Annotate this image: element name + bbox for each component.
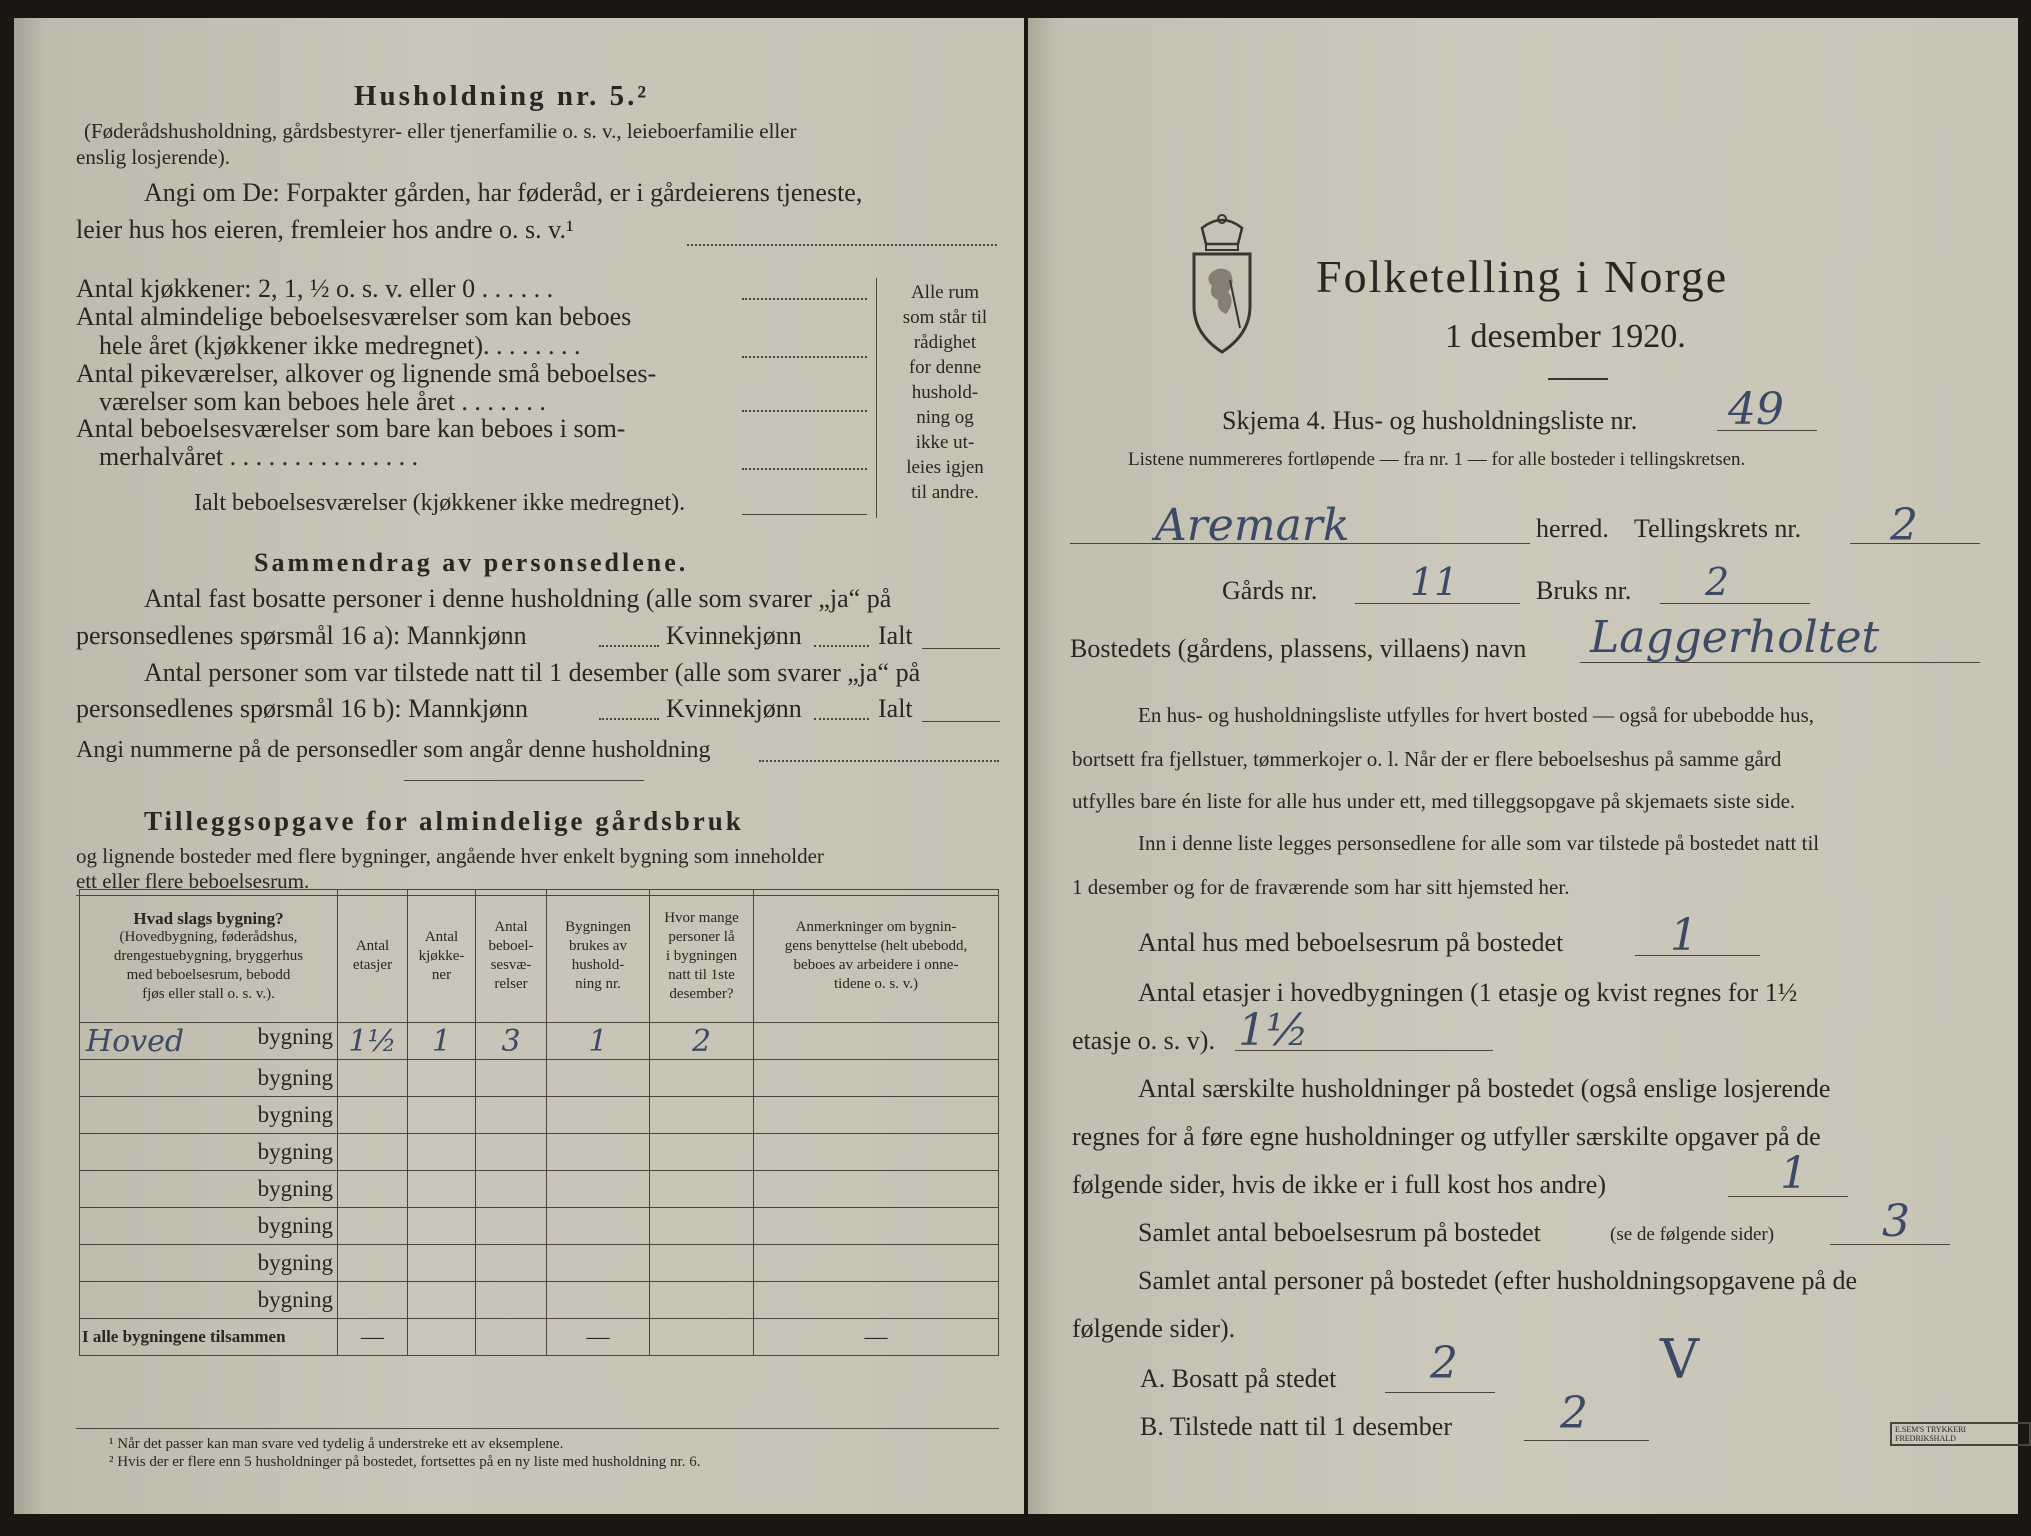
extra-intro: og lignende bosteder med flere bygninger, angående hver enkelt bygning som inneholder: [76, 844, 824, 868]
building-suffix: bygning: [257, 1023, 333, 1049]
header-building-type: Hvad slags bygning? (Hovedbygning, føderådshus, drengestuebygning, bryggerhus med beboelsesrum, bebodd fjøs eller stall o. s. v.).: [80, 890, 338, 1023]
total-persons: [650, 1319, 754, 1356]
cell-persons[interactable]: [650, 1282, 754, 1319]
table-header-row: [80, 890, 999, 1023]
table-row: [80, 1282, 999, 1319]
herred-value: Aremark: [1155, 500, 1350, 551]
cell-household[interactable]: [547, 1282, 650, 1319]
rooms-total-label: Samlet antal beboelsesrum på bostedet: [1138, 1218, 1541, 1247]
ordinary-rooms-label-2: hele året (kjøkkener ikke medregnet). . . . . . . .: [99, 331, 581, 360]
maid-rooms-field[interactable]: [742, 410, 867, 412]
present-total-field[interactable]: [922, 721, 1000, 722]
building-suffix: bygning: [257, 1102, 333, 1127]
resident-total-field[interactable]: [922, 648, 1000, 649]
rooms-total-value: 3: [1882, 1196, 1910, 1247]
cell-kitchens[interactable]: [408, 1134, 476, 1171]
cell-household[interactable]: [547, 1134, 650, 1171]
building-type-cell[interactable]: [80, 1060, 338, 1097]
cell-kitchens[interactable]: 1: [408, 1023, 476, 1060]
cell-floors[interactable]: [338, 1134, 408, 1171]
cell-notes[interactable]: [754, 1023, 999, 1060]
cell-kitchens[interactable]: [408, 1060, 476, 1097]
gards-value: 11: [1410, 560, 1459, 604]
cell-kitchens[interactable]: [408, 1282, 476, 1319]
cell-floors[interactable]: [338, 1245, 408, 1282]
bruks-field[interactable]: [1660, 603, 1810, 604]
cell-kitchens[interactable]: [408, 1171, 476, 1208]
cell-persons[interactable]: [650, 1208, 754, 1245]
cell-notes[interactable]: [754, 1060, 999, 1097]
cell-floors[interactable]: [338, 1282, 408, 1319]
cell-notes[interactable]: [754, 1097, 999, 1134]
building-type-cell[interactable]: [80, 1097, 338, 1134]
bracket-line: [876, 278, 878, 518]
present-field[interactable]: [1524, 1440, 1649, 1441]
building-suffix: bygning: [257, 1139, 333, 1164]
cell-rooms[interactable]: [476, 1134, 547, 1171]
cell-household[interactable]: [547, 1171, 650, 1208]
persons-total-label-2: følgende sider).: [1072, 1314, 1236, 1343]
floors-label: Antal etasjer i hovedbygningen (1 etasje og kvist regnes for 1½: [1138, 978, 1798, 1007]
header-kitchens: Antal kjøkke- ner: [408, 890, 476, 1023]
summer-rooms-field[interactable]: [742, 468, 867, 470]
cell-floors[interactable]: 1½: [338, 1023, 408, 1060]
table-row: [80, 1171, 999, 1208]
total-floors: —: [338, 1319, 408, 1356]
maid-rooms-label-2: værelser som kan beboes hele året . . . . . . .: [99, 387, 546, 416]
household-title: Husholdning nr. 5.²: [354, 80, 650, 112]
building-suffix: bygning: [257, 1176, 333, 1201]
cell-rooms[interactable]: [476, 1097, 547, 1134]
cell-rooms[interactable]: [476, 1282, 547, 1319]
herred-label: herred.: [1536, 514, 1609, 543]
households-label: Antal særskilte husholdninger på bostedet (også enslige losjerende: [1138, 1074, 1831, 1103]
household-intro: (Føderådshusholdning, gårdsbestyrer- eller tjenerfamilie o. s. v., leieboerfamilie eller: [84, 119, 797, 143]
extra-title: Tilleggsopgave for almindelige gårdsbruk: [144, 806, 744, 836]
total-household: —: [547, 1319, 650, 1356]
kitchens-label: Antal kjøkkener: 2, 1, ½ o. s. v. eller 0 . . . . . .: [76, 274, 554, 303]
slip-numbers-underline: [404, 780, 644, 781]
table-row: [80, 1208, 999, 1245]
households-label-2: regnes for å føre egne husholdninger og utfyller særskilte opgaver på de: [1072, 1122, 1821, 1151]
bosted-label: Bostedets (gårdens, plassens, villaens) navn: [1070, 634, 1527, 663]
cell-kitchens[interactable]: [408, 1097, 476, 1134]
cell-notes[interactable]: [754, 1171, 999, 1208]
cell-rooms[interactable]: [476, 1208, 547, 1245]
cell-household[interactable]: [547, 1097, 650, 1134]
houses-label: Antal hus med beboelsesrum på bostedet: [1138, 928, 1564, 957]
table-row: [80, 1245, 999, 1282]
total-notes: —: [754, 1319, 999, 1356]
bracket-note: Alle rum som står til rådighet for denne hushold- ning og ikke ut- leies igjen til andre.: [902, 282, 988, 503]
cell-rooms[interactable]: [476, 1245, 547, 1282]
instruction-5: 1 desember og for de fraværende som har sitt hjemsted her.: [1072, 875, 1570, 899]
page-shadow-right: [1028, 18, 1058, 1514]
building-suffix: bygning: [257, 1250, 333, 1275]
resident-male-field[interactable]: [599, 645, 659, 647]
instruction-1: En hus- og husholdningsliste utfylles for hvert bosted — også for ubebodde hus,: [1138, 703, 1814, 727]
header-household: Bygningen brukes av hushold- ning nr.: [547, 890, 650, 1023]
total-rooms-label: Ialt beboelsesværelser (kjøkkener ikke medregnet).: [194, 490, 686, 516]
page-shadow: [14, 18, 44, 1514]
building-type-value: Hoved: [86, 1023, 185, 1059]
bruks-label: Bruks nr.: [1536, 576, 1632, 605]
building-type-cell[interactable]: [80, 1245, 338, 1282]
extra-intro-2: ett eller flere beboelsesrum.: [76, 869, 310, 893]
cell-notes[interactable]: [754, 1282, 999, 1319]
building-type-cell[interactable]: [80, 1134, 338, 1171]
resident-value: 2: [1430, 1338, 1458, 1389]
resident-persons-label: Antal fast bosatte personer i denne husholdning (alle som svarer „ja“ på: [144, 584, 892, 613]
present-total-label: Ialt: [878, 694, 913, 723]
cell-persons[interactable]: [650, 1097, 754, 1134]
table-row: [80, 1060, 999, 1097]
table-total-row: [80, 1319, 999, 1356]
bosted-value: Laggerholtet: [1590, 612, 1880, 663]
footnote-rule: [76, 1428, 999, 1429]
schema-no-value: 49: [1728, 384, 1784, 435]
total-kitchens: [408, 1319, 476, 1356]
present-female-field[interactable]: [814, 718, 869, 720]
cell-floors[interactable]: [338, 1097, 408, 1134]
printer-stamp: E.SEM'S TRYKKERI FREDRIKSHALD: [1890, 1422, 2031, 1446]
resident-male-label: personsedlenes spørsmål 16 a): Mannkjønn: [76, 621, 527, 650]
present-value: 2: [1560, 1388, 1588, 1439]
slip-numbers-field[interactable]: [759, 760, 999, 762]
cell-rooms[interactable]: 3: [476, 1023, 547, 1060]
persons-total-label: Samlet antal personer på bostedet (efter husholdningsopgavene på de: [1138, 1266, 1858, 1295]
cell-notes[interactable]: [754, 1134, 999, 1171]
building-type-cell[interactable]: [80, 1208, 338, 1245]
households-label-3: følgende sider, hvis de ikke er i full kost hos andre): [1072, 1170, 1606, 1199]
floors-label-2: etasje o. s. v).: [1072, 1026, 1215, 1055]
household-intro-2: enslig losjerende).: [76, 145, 230, 169]
cell-persons[interactable]: 2: [650, 1023, 754, 1060]
resident-female-field[interactable]: [814, 645, 869, 647]
kitchens-field[interactable]: [742, 298, 867, 300]
cell-kitchens[interactable]: [408, 1245, 476, 1282]
tenancy-question-2: leier hus hos eieren, fremleier hos andre o. s. v.¹: [76, 215, 574, 244]
cell-persons[interactable]: [650, 1171, 754, 1208]
tenancy-question: Angi om De: Forpakter gården, har føderåd, er i gårdeierens tjeneste,: [144, 178, 863, 207]
census-title: Folketelling i Norge: [1316, 251, 1729, 302]
instruction-4: Inn i denne liste legges personsedlene for alle som var tilstede på bostedet natt til: [1138, 831, 1820, 855]
ordinary-rooms-field[interactable]: [742, 356, 867, 358]
building-suffix: bygning: [257, 1213, 333, 1238]
header-persons: Hvor mange personer lå i bygningen natt til 1ste desember?: [650, 890, 754, 1023]
cell-household[interactable]: [547, 1208, 650, 1245]
cell-notes[interactable]: [754, 1208, 999, 1245]
instruction-2: bortsett fra fjellstuer, tømmerkojer o. l. Når der er flere beboelseshus på samme gård: [1072, 747, 1782, 771]
summer-rooms-label-2: merhalvåret . . . . . . . . . . . . . . .: [99, 442, 419, 471]
building-table: [79, 889, 999, 1356]
rooms-total-note: (se de følgende sider): [1610, 1224, 1775, 1245]
check-mark: V: [1660, 1328, 1699, 1391]
ordinary-rooms-label: Antal almindelige beboelsesværelser som kan beboes: [76, 302, 632, 331]
resident-female-label: Kvinnekjønn: [666, 621, 802, 650]
present-persons-label: Antal personer som var tilstede natt til 1 desember (alle som svarer „ja“ på: [144, 658, 921, 687]
cell-household[interactable]: [547, 1245, 650, 1282]
footnote-2: ² Hvis der er flere enn 5 husholdninger på bostedet, fortsettes på en ny liste med husholdning nr. 6.: [109, 1454, 701, 1470]
resident-label: A. Bosatt på stedet: [1140, 1364, 1337, 1393]
households-value: 1: [1780, 1148, 1808, 1199]
table-row: [80, 1134, 999, 1171]
total-rooms: [476, 1319, 547, 1356]
numbering-note: Listene nummereres fortløpende — fra nr. 1 — for alle bosteder i tellingskretsen.: [1128, 449, 1746, 470]
present-female-label: Kvinnekjønn: [666, 694, 802, 723]
cell-persons[interactable]: [650, 1134, 754, 1171]
krets-value: 2: [1890, 500, 1918, 551]
tenancy-answer-line[interactable]: [687, 244, 997, 246]
left-page: [14, 18, 1024, 1514]
present-male-field[interactable]: [599, 718, 659, 720]
present-male-label: personsedlenes spørsmål 16 b): Mannkjønn: [76, 694, 529, 723]
cell-kitchens[interactable]: [408, 1208, 476, 1245]
cell-persons[interactable]: [650, 1245, 754, 1282]
krets-label: Tellingskrets nr.: [1634, 514, 1802, 543]
cell-notes[interactable]: [754, 1245, 999, 1282]
cell-household[interactable]: [547, 1060, 650, 1097]
resident-field[interactable]: [1385, 1392, 1495, 1393]
resident-total-label: Ialt: [878, 621, 913, 650]
bruks-value: 2: [1705, 560, 1730, 604]
footnote-1: ¹ Når det passer kan man svare ved tydelig å understreke ett av eksemplene.: [109, 1436, 564, 1452]
instruction-3: utfylles bare én liste for alle hus under ett, med tilleggsopgave på skjemaets siste side.: [1072, 789, 1796, 813]
cell-household[interactable]: 1: [547, 1023, 650, 1060]
building-type-cell[interactable]: [80, 1023, 338, 1060]
header-floors: Antal etasjer: [338, 890, 408, 1023]
houses-value: 1: [1670, 910, 1698, 961]
census-date: 1 desember 1920.: [1445, 318, 1686, 355]
slip-numbers-label: Angi nummerne på de personsedler som angår denne husholdning: [76, 737, 711, 763]
header-rooms: Antal beboel- sesvæ- relser: [476, 890, 547, 1023]
cell-rooms[interactable]: [476, 1171, 547, 1208]
cell-floors[interactable]: [338, 1060, 408, 1097]
table-row: [80, 1097, 999, 1134]
present-label: B. Tilstede natt til 1 desember: [1140, 1412, 1452, 1441]
total-rooms-field[interactable]: [742, 514, 867, 515]
header-notes: Anmerkninger om bygnin- gens benyttelse (helt ubebodd, beboes av arbeidere i onne- tidene o. s. v.): [754, 890, 999, 1023]
building-suffix: bygning: [257, 1287, 333, 1312]
building-suffix: bygning: [257, 1065, 333, 1090]
schema-label: Skjema 4. Hus- og husholdningsliste nr.: [1222, 406, 1638, 435]
norway-crest-icon: [1190, 210, 1254, 360]
summary-title: Sammendrag av personsedlene.: [254, 548, 689, 577]
cell-persons[interactable]: [650, 1060, 754, 1097]
total-label: I alle bygningene tilsammen: [80, 1319, 338, 1356]
building-type-cell[interactable]: [80, 1282, 338, 1319]
floors-value: 1½: [1238, 1005, 1309, 1056]
summer-rooms-label: Antal beboelsesværelser som bare kan beboes i som-: [76, 414, 626, 443]
maid-rooms-label: Antal pikeværelser, alkover og lignende små beboelses-: [76, 359, 657, 388]
table-row: [80, 1023, 999, 1060]
cell-floors[interactable]: [338, 1208, 408, 1245]
cell-rooms[interactable]: [476, 1060, 547, 1097]
gards-label: Gårds nr.: [1222, 576, 1318, 605]
cell-floors[interactable]: [338, 1171, 408, 1208]
title-divider: [1548, 378, 1608, 380]
building-type-cell[interactable]: [80, 1171, 338, 1208]
